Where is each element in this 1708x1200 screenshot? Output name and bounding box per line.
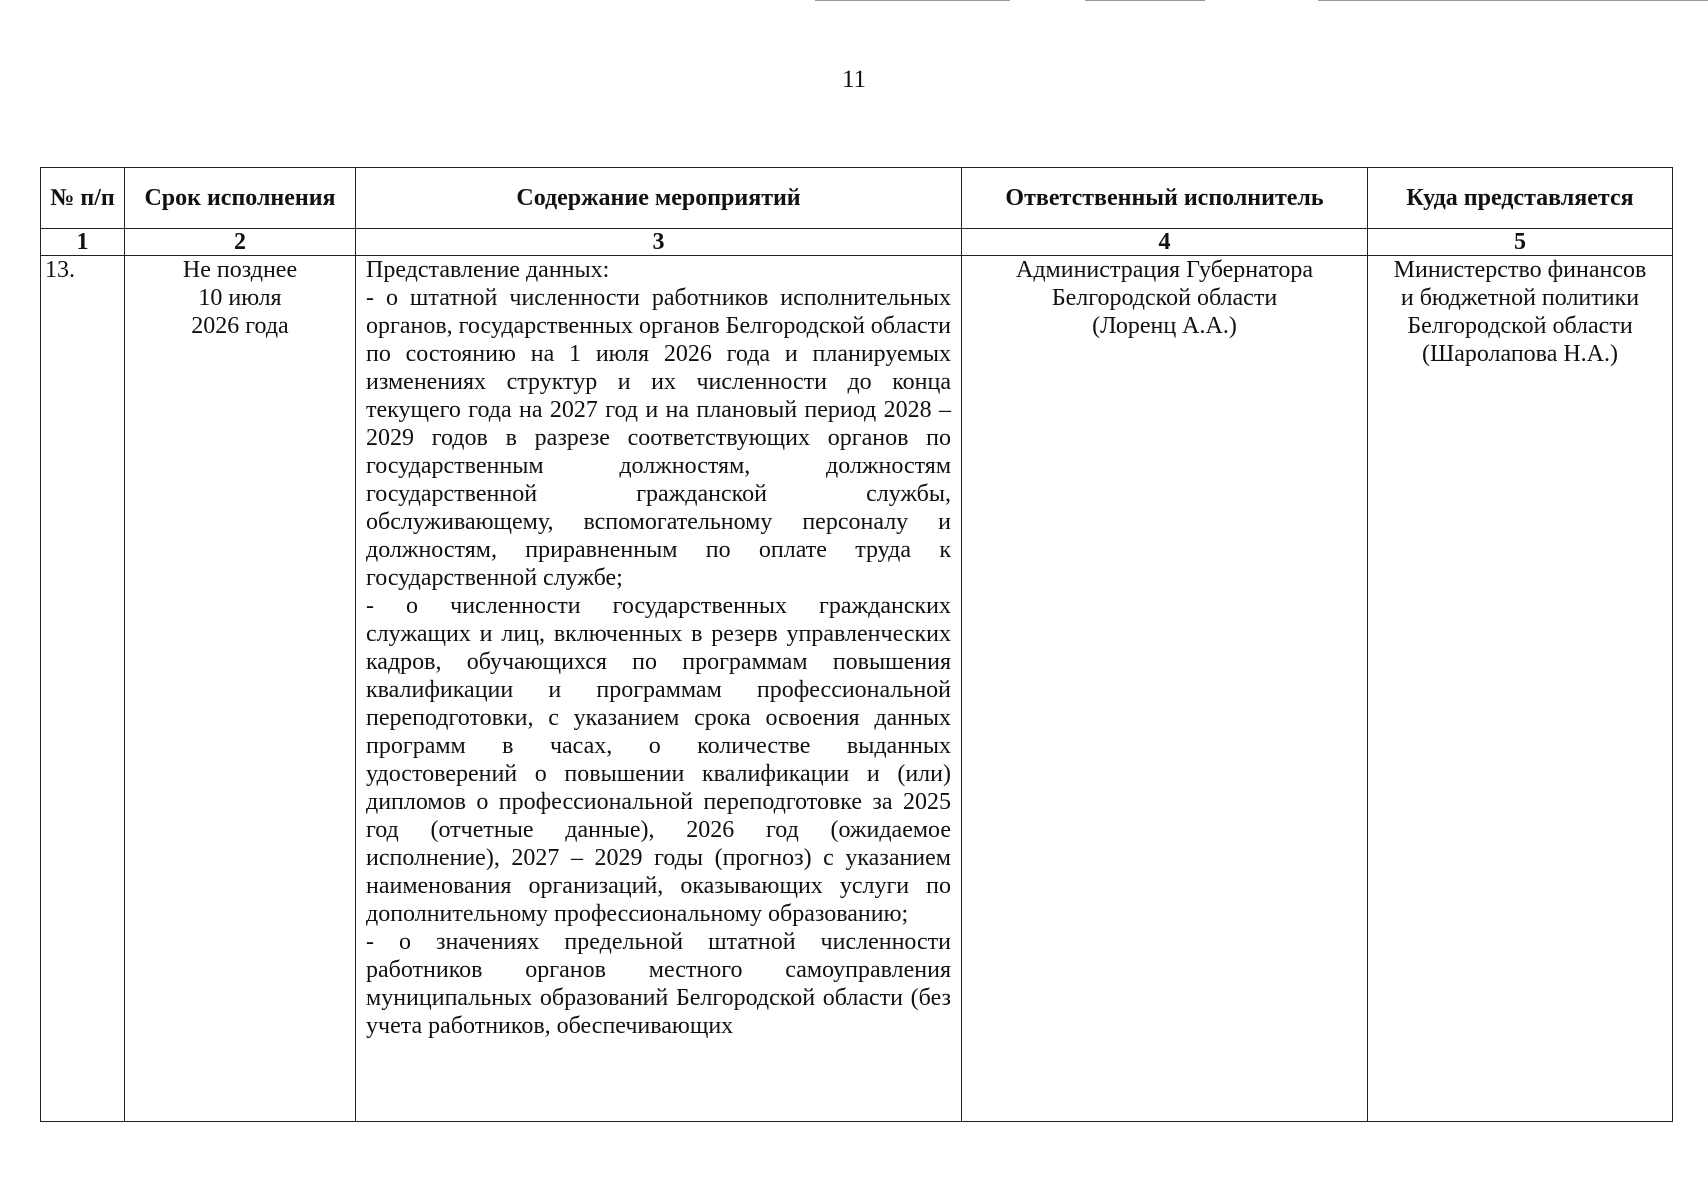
content-paragraph: Представление данных: [366,257,610,283]
row-content [356,256,962,1122]
content-paragraph: - о штатной численности работников исполнительных органов, государственных органов Белгородской области по состоянию на 1 июля 2026 года и планируемых изменениях структур и их численности до конца текущего года на 2027 год и на плановый период 2028 – 2029 годов в разрезе соответствующих органов по государственным должностям, должностям государственной гражданской службы, обслуживающему, вспомогательному персоналу и должностям, приравненным по оплате труда к государственной службе; [366,285,952,591]
column-number: 5 [1368,229,1673,256]
column-number: 3 [356,229,962,256]
content-paragraph: - о значениях предельной штатной численности работников органов местного самоуправления муниципальных образований Белгородской области (без учета работников, обеспечивающих [366,929,951,1039]
plan-table [40,167,1673,1122]
responsible-line: (Лоренц А.А.) [1092,313,1237,339]
header-number: № п/п [41,168,125,229]
table-row [41,256,1673,1122]
header-content: Содержание мероприятий [356,168,962,229]
header-responsible: Ответственный исполнитель [962,168,1368,229]
recipient-line: и бюджетной политики [1400,285,1640,311]
content-paragraph: - о численности государственных гражданских служащих и лиц, включенных в резерв управленческих кадров, обучающихся по программам повышения квалификации и программам профессиональной переподготовки, с указанием срока освоения данных программ в часах, о количестве выданных удостоверений о повышении квалификации и (или) дипломов о профессиональной переподготовке за 2025 год (отчетные данные), 2026 год (ожидаемое исполнение), 2027 – 2029 годы (прогноз) с указанием наименования организаций, оказывающих услуги по дополнительному профессиональному образованию; [366,593,951,927]
header-recipient: Куда представляется [1368,168,1673,229]
page-number: 11 [841,66,867,93]
scan-edge-line [815,0,1010,1]
recipient-line: Белгородской области [1407,313,1633,339]
table-header-row [41,168,1673,229]
column-number: 2 [125,229,356,256]
responsible-line: Администрация Губернатора [1016,257,1313,283]
scan-edge-line [1085,0,1205,1]
deadline-line: 2026 года [191,313,289,339]
header-deadline: Срок исполнения [125,168,356,229]
responsible-line: Белгородской области [1051,285,1278,311]
column-number: 1 [41,229,125,256]
deadline-line: 10 июля [198,285,282,311]
column-number: 4 [962,229,1368,256]
recipient-line: Министерство финансов [1393,257,1647,283]
row-number: 13. [41,256,125,1122]
deadline-line: Не позднее [182,257,298,283]
row-recipient [1368,256,1673,1122]
column-number-row [41,229,1673,256]
row-responsible [962,256,1368,1122]
row-deadline [125,256,356,1122]
scan-edge-line [1318,0,1708,1]
recipient-line: (Шаролапова Н.А.) [1421,341,1619,367]
